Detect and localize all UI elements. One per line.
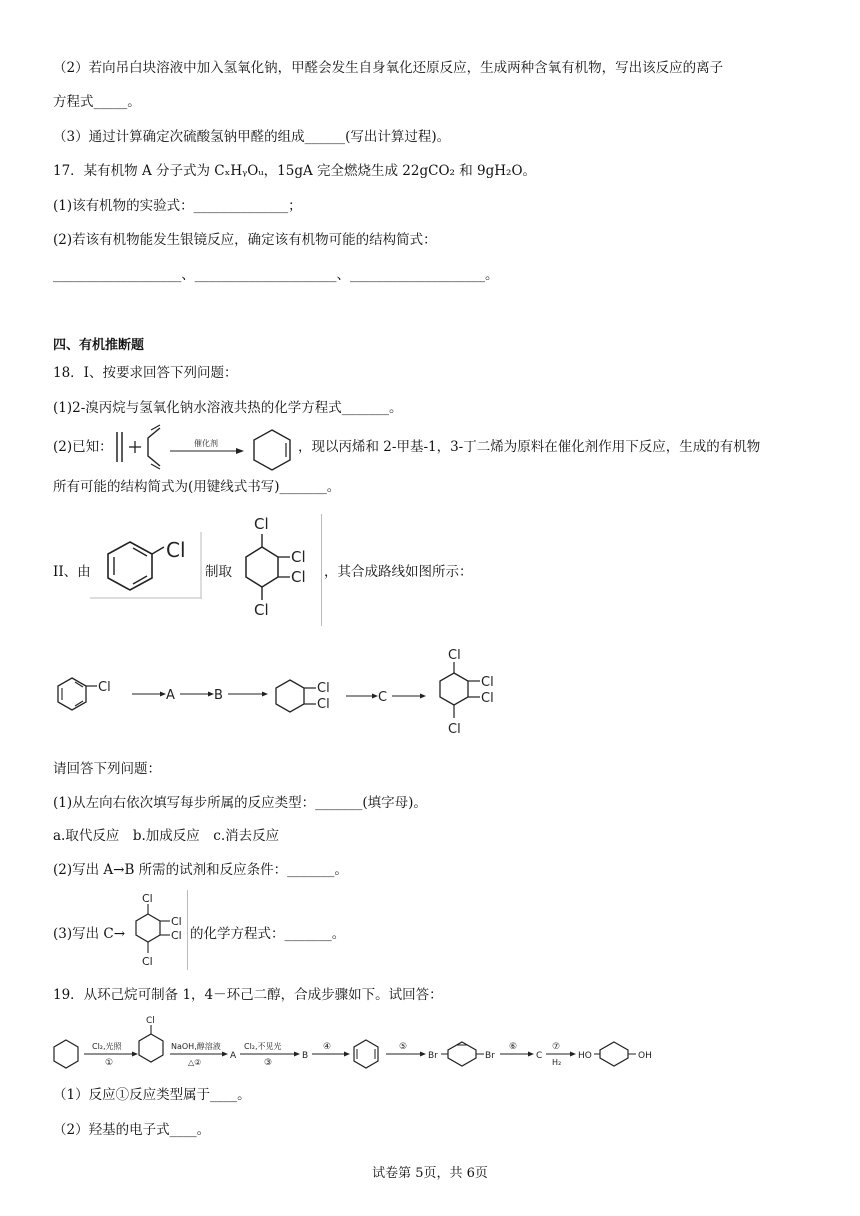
q18-q3-prefix: (3)写出 C→ bbox=[53, 926, 126, 942]
q17-blanks: ___________________、_____________________、____________________。 bbox=[53, 267, 499, 283]
q19-synthesis-route bbox=[48, 1012, 668, 1072]
q18-q1: (1)从左向右依次填写每步所属的反应类型：_______(填字母)。 bbox=[53, 795, 427, 811]
q18-part2-prefix: (2)已知： bbox=[53, 439, 113, 455]
cl-label: Cl bbox=[142, 955, 153, 968]
q18-q3-structure bbox=[130, 890, 190, 972]
route-cl: Cl bbox=[448, 722, 461, 737]
route-cl: Cl bbox=[317, 697, 330, 712]
q18-q3-suffix: 的化学方程式：_______。 bbox=[190, 926, 346, 942]
cl-label: Cl bbox=[254, 601, 269, 619]
synthesis-route bbox=[50, 646, 520, 748]
oh-label: OH bbox=[638, 1051, 652, 1061]
route-cl: Cl bbox=[448, 648, 461, 663]
q17-part1: (1)该有机物的实验式：______________； bbox=[53, 198, 302, 214]
q19-stem: 19．从环己烷可制备 1，4－环己二醇，合成步骤如下。试回答： bbox=[53, 987, 443, 1003]
route-cl: Cl bbox=[317, 681, 330, 696]
diels-alder-scheme bbox=[112, 424, 307, 470]
cl-label: Cl bbox=[254, 515, 269, 533]
q18-part-ii-prefix: II、由 bbox=[53, 564, 91, 580]
q18-options: a.取代反应 b.加成反应 c.消去反应 bbox=[53, 828, 280, 844]
divider bbox=[187, 890, 188, 970]
c-label: C bbox=[536, 1051, 543, 1061]
q17-part2: (2)若该有机物能发生银镜反应，确定该有机物可能的结构简式： bbox=[53, 232, 437, 248]
cl-label: Cl bbox=[171, 915, 182, 928]
q16-part2-line2: 方程式_____。 bbox=[53, 94, 141, 110]
step2-bot: △② bbox=[188, 1058, 202, 1067]
step7-top: ⑦ bbox=[552, 1042, 561, 1052]
br-label: Br bbox=[485, 1051, 495, 1061]
q18-q2: (2)写出 A→B 所需的试剂和反应条件：_______。 bbox=[53, 862, 348, 878]
cl-label: Cl bbox=[146, 1016, 155, 1026]
q18-part2-suffix: ，现以丙烯和 2-甲基-1，3-丁二烯为原料在催化剂作用下反应，生成的有机物 bbox=[298, 439, 761, 455]
step3-top: Cl₂,不见光 bbox=[244, 1042, 282, 1051]
route-cl: Cl bbox=[481, 675, 494, 690]
route-cl: Cl bbox=[98, 680, 111, 695]
cl-label: Cl bbox=[142, 892, 153, 905]
step7-bot: H₂ bbox=[552, 1058, 562, 1067]
b-label: B bbox=[302, 1051, 309, 1061]
section-title: 四、有机推断题 bbox=[53, 338, 145, 353]
br-label: Br bbox=[428, 1051, 438, 1061]
divider bbox=[321, 514, 322, 626]
step1-top: Cl₂,光照 bbox=[92, 1042, 122, 1051]
cl-label: Cl bbox=[291, 548, 306, 566]
q18-part2-line2: 所有可能的结构简式为(用键线式书写)_______。 bbox=[53, 479, 341, 495]
step3-bot: ③ bbox=[264, 1058, 273, 1068]
route-c: C bbox=[378, 690, 388, 705]
cl-label: Cl bbox=[171, 929, 182, 942]
q18-stem: 18．I、按要求回答下列问题： bbox=[53, 365, 238, 381]
q19-part1: （1）反应①反应类型属于____。 bbox=[53, 1087, 251, 1103]
page-footer: 试卷第 5页，共 6页 bbox=[372, 1166, 488, 1181]
step5-label: ⑤ bbox=[399, 1042, 408, 1052]
step6-label: ⑥ bbox=[509, 1042, 518, 1052]
q16-part3: （3）通过计算确定次硫酸氢钠甲醛的组成______(写出计算过程)。 bbox=[53, 129, 451, 145]
tetrachloro-cyclohexane-structure bbox=[240, 514, 320, 626]
step2-top: NaOH,醇溶液 bbox=[171, 1042, 221, 1051]
q18-please: 请回答下列问题： bbox=[53, 761, 161, 777]
catalyst-label: 催化剂 bbox=[194, 439, 218, 448]
q19-part2: （2）羟基的电子式____。 bbox=[53, 1122, 211, 1138]
q18-part1: (1)2-溴丙烷与氢氧化钠水溶液共热的化学方程式_______。 bbox=[53, 400, 403, 416]
q18-part-ii-mid: 制取 bbox=[205, 564, 232, 580]
route-b: B bbox=[214, 688, 223, 703]
chlorobenzene-structure bbox=[90, 532, 202, 600]
cl-label: Cl bbox=[166, 538, 186, 562]
route-cl: Cl bbox=[481, 691, 494, 706]
q17-stem: 17．某有机物 A 分子式为 CₓHᵧOᵤ，15gA 完全燃烧生成 22gCO₂ 和 9gH₂O。 bbox=[53, 163, 537, 179]
ho-label: HO bbox=[578, 1051, 592, 1061]
step4-label: ④ bbox=[323, 1042, 332, 1052]
cl-label: Cl bbox=[291, 568, 306, 586]
step1-bot: ① bbox=[105, 1058, 114, 1068]
q18-part-ii-suffix: ，其合成路线如图所示： bbox=[324, 564, 473, 580]
a-label: A bbox=[230, 1051, 237, 1061]
q16-part2-line1: （2）若向吊白块溶液中加入氢氧化钠，甲醛会发生自身氧化还原反应，生成两种含氧有机物，写出该反应的离子 bbox=[53, 60, 724, 76]
route-a: A bbox=[166, 688, 175, 703]
